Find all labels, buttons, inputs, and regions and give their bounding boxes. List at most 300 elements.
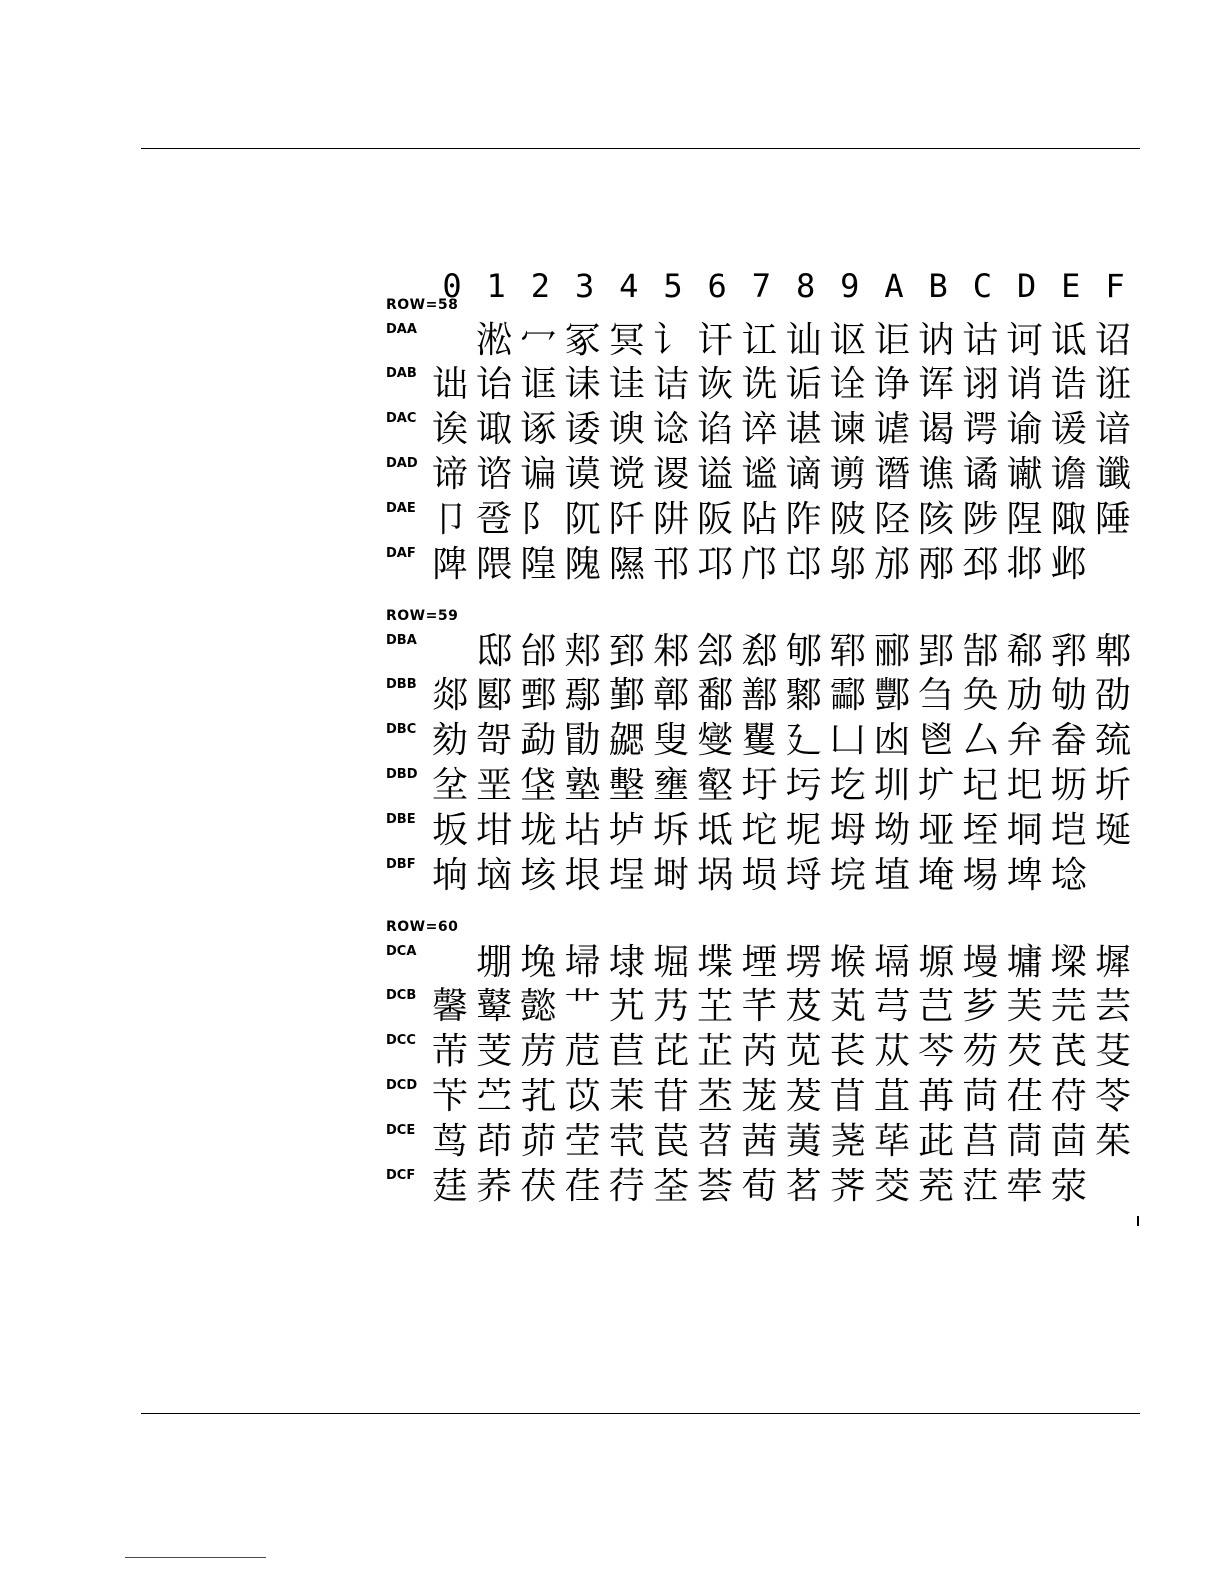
glyph-cell: 邛: [697, 544, 734, 585]
glyph-cell: 谠: [608, 454, 645, 495]
glyph-cell: 隗: [564, 544, 601, 585]
glyph-cell: 苋: [785, 1031, 822, 1072]
glyph-cell: 劢: [1006, 675, 1043, 716]
glyph-cell: 坻: [697, 810, 734, 851]
glyph-cell: 酃: [829, 675, 866, 716]
code-row: [386, 854, 1146, 898]
glyph-cell: 畚: [1050, 720, 1087, 761]
row-code: DBB: [386, 677, 417, 692]
glyph-cell: 茑: [431, 1121, 468, 1162]
glyph-cell: 冥: [608, 320, 645, 361]
glyph-cell: 讵: [873, 320, 910, 361]
glyph-cell: 陬: [1050, 499, 1087, 540]
column-header-label: 9: [840, 267, 860, 305]
glyph-cell: 冢: [564, 320, 601, 361]
glyph-cell: 诤: [873, 364, 910, 405]
glyph-cell: 芊: [741, 986, 778, 1027]
glyph-cell: 坂: [431, 810, 468, 851]
glyph-cell: 芪: [1050, 1031, 1087, 1072]
glyph-cell: 郐: [697, 631, 734, 672]
glyph-cell: 堠: [829, 942, 866, 983]
column-header: [430, 266, 1140, 306]
glyph-cell: 苴: [873, 1076, 910, 1117]
glyph-cell: 荏: [564, 1166, 601, 1207]
code-row: [386, 363, 1146, 407]
glyph-cell: 堙: [741, 942, 778, 983]
glyph-cell: 冖: [520, 320, 557, 361]
glyph-cell: 埒: [785, 855, 822, 896]
glyph-cell: 诶: [431, 409, 468, 450]
glyph-cell: 坭: [785, 810, 822, 851]
glyph-cell: 垤: [962, 810, 999, 851]
glyph-cell: 垓: [520, 855, 557, 896]
glyph-cell: 诔: [564, 364, 601, 405]
glyph-cell: 鬯: [918, 720, 955, 761]
glyph-cell: 阝: [520, 499, 557, 540]
glyph-cell: 圪: [829, 765, 866, 806]
code-row: [386, 764, 1146, 808]
header-rule: [141, 148, 1140, 149]
glyph-cell: 诃: [1006, 320, 1043, 361]
glyph-cell: 谕: [1006, 409, 1043, 450]
glyph-cell: 坨: [741, 810, 778, 851]
glyph-cell: 诙: [697, 364, 734, 405]
margin-tick: [1137, 1216, 1139, 1226]
glyph-cell: 埘: [652, 855, 689, 896]
code-row: [386, 809, 1146, 853]
glyph-cell: 鄄: [520, 675, 557, 716]
row-code: DBC: [386, 722, 417, 737]
glyph-cell: 诏: [1094, 320, 1131, 361]
glyph-cell: 芟: [1094, 1031, 1131, 1072]
glyph-cell: 坳: [873, 810, 910, 851]
glyph-cell: 垡: [520, 765, 557, 806]
glyph-cell: 茯: [520, 1166, 557, 1207]
glyph-cell: 邬: [829, 544, 866, 585]
row-code: DAF: [386, 546, 416, 561]
glyph-cell: 芗: [962, 986, 999, 1027]
code-row: [386, 319, 1146, 363]
glyph-cell: 诜: [741, 364, 778, 405]
glyph-cell: 谥: [697, 454, 734, 495]
glyph-cell: 劬: [1050, 675, 1087, 716]
glyph-cell: 诘: [652, 364, 689, 405]
glyph-cell: 茕: [608, 1121, 645, 1162]
column-header-label: C: [972, 267, 993, 305]
glyph-cell: 芫: [1050, 986, 1087, 1027]
glyph-cell: 埕: [608, 855, 645, 896]
glyph-cell: 勐: [520, 720, 557, 761]
glyph-cell: 隰: [608, 544, 645, 585]
glyph-cell: 茳: [962, 1166, 999, 1207]
glyph-cell: 邶: [1006, 544, 1043, 585]
code-row: [386, 1165, 1146, 1209]
column-header-label: 2: [530, 267, 551, 305]
glyph-cell: 堞: [697, 942, 734, 983]
glyph-cell: 邴: [918, 544, 955, 585]
glyph-cell: 艹: [564, 986, 601, 1027]
glyph-cell: 谙: [1094, 409, 1131, 450]
glyph-cell: 埙: [741, 855, 778, 896]
glyph-cell: 苄: [431, 1076, 468, 1117]
glyph-cell: 谑: [873, 409, 910, 450]
glyph-cell: 劭: [1094, 675, 1131, 716]
glyph-cell: 茴: [1050, 1121, 1087, 1162]
glyph-cell: 圳: [873, 765, 910, 806]
glyph-cell: 诨: [918, 364, 955, 405]
row-code: DBD: [386, 767, 418, 782]
row-code: DCE: [386, 1123, 416, 1138]
glyph-cell: 荑: [785, 1121, 822, 1162]
glyph-cell: 芙: [1006, 986, 1043, 1027]
glyph-cell: 陟: [962, 499, 999, 540]
glyph-cell: 郦: [873, 631, 910, 672]
glyph-cell: 邗: [652, 544, 689, 585]
glyph-cell: 茆: [520, 1121, 557, 1162]
glyph-cell: 诿: [564, 409, 601, 450]
glyph-cell: 郅: [608, 631, 645, 672]
row-code: DCD: [386, 1078, 418, 1093]
glyph-cell: 勖: [564, 720, 601, 761]
row-block-title: ROW=58: [386, 297, 459, 313]
glyph-cell: 芄: [829, 986, 866, 1027]
glyph-cell: 埴: [873, 855, 910, 896]
glyph-cell: 垩: [476, 765, 513, 806]
glyph-cell: 芘: [652, 1031, 689, 1072]
glyph-cell: 隍: [520, 544, 557, 585]
column-header-label: A: [884, 267, 904, 305]
glyph-cell: 鄯: [741, 675, 778, 716]
glyph-cell: 奂: [962, 675, 999, 716]
column-header-label: F: [1105, 267, 1125, 305]
glyph-cell: 坫: [564, 810, 601, 851]
glyph-cell: 荞: [476, 1166, 513, 1207]
glyph-cell: 劾: [431, 720, 468, 761]
glyph-cell: 苣: [608, 1031, 645, 1072]
glyph-cell: 苕: [697, 1121, 734, 1162]
glyph-cell: 荛: [829, 1121, 866, 1162]
glyph-cell: 谳: [1006, 454, 1043, 495]
glyph-cell: 谒: [918, 409, 955, 450]
glyph-cell: 诰: [1050, 364, 1087, 405]
glyph-cell: 郓: [829, 631, 866, 672]
column-header-label: 4: [619, 267, 639, 305]
footnote-rule: [125, 1557, 266, 1558]
glyph-cell: 埭: [608, 942, 645, 983]
glyph-cell: 墉: [1006, 942, 1043, 983]
glyph-cell: 芩: [918, 1031, 955, 1072]
glyph-cell: 茗: [785, 1166, 822, 1207]
glyph-cell: 茭: [873, 1166, 910, 1207]
glyph-cell: 垅: [520, 810, 557, 851]
glyph-cell: 苎: [476, 1076, 513, 1117]
glyph-cell: 莛: [431, 1166, 468, 1207]
glyph-cell: 垌: [1006, 810, 1043, 851]
glyph-cell: 茔: [564, 1121, 601, 1162]
code-row: [386, 1075, 1146, 1119]
glyph-cell: 谲: [962, 454, 999, 495]
glyph-cell: 邳: [962, 544, 999, 585]
glyph-cell: 谛: [431, 454, 468, 495]
row-code: DBE: [386, 812, 416, 827]
glyph-cell: 巯: [1094, 720, 1131, 761]
glyph-cell: 芨: [785, 986, 822, 1027]
glyph-cell: 谘: [476, 454, 513, 495]
glyph-cell: 陲: [1094, 499, 1131, 540]
code-row: [386, 674, 1146, 718]
glyph-cell: 谟: [564, 454, 601, 495]
row-code: DCC: [386, 1033, 416, 1048]
glyph-cell: 苡: [564, 1076, 601, 1117]
glyph-cell: 荥: [1050, 1166, 1087, 1207]
glyph-cell: 埤: [1006, 855, 1043, 896]
glyph-cell: 阱: [652, 499, 689, 540]
glyph-cell: 讦: [697, 320, 734, 361]
glyph-cell: 诖: [608, 364, 645, 405]
glyph-cell: 坌: [431, 765, 468, 806]
glyph-cell: 谡: [652, 454, 689, 495]
glyph-cell: 郾: [476, 675, 513, 716]
glyph-cell: 茈: [918, 1121, 955, 1162]
glyph-cell: 诒: [476, 364, 513, 405]
glyph-cell: 鄣: [652, 675, 689, 716]
glyph-cell: 垸: [829, 855, 866, 896]
column-header-label: 1: [486, 267, 506, 305]
glyph-cell: 馨: [431, 986, 468, 1027]
glyph-cell: 埏: [1094, 810, 1131, 851]
glyph-cell: 芮: [741, 1031, 778, 1072]
glyph-cell: 荦: [1006, 1166, 1043, 1207]
glyph-cell: 墁: [962, 942, 999, 983]
glyph-cell: 邸: [476, 631, 513, 672]
glyph-cell: 邡: [873, 544, 910, 585]
glyph-cell: 陉: [873, 499, 910, 540]
glyph-cell: 茉: [608, 1076, 645, 1117]
glyph-cell: 懿: [520, 986, 557, 1027]
glyph-cell: 艿: [652, 986, 689, 1027]
glyph-cell: 诩: [962, 364, 999, 405]
glyph-cell: 谪: [785, 454, 822, 495]
glyph-cell: 陂: [829, 499, 866, 540]
row-code: DBA: [386, 633, 417, 648]
glyph-cell: 塄: [785, 942, 822, 983]
glyph-cell: 塾: [564, 765, 601, 806]
glyph-cell: 圮: [962, 765, 999, 806]
glyph-cell: 荠: [829, 1166, 866, 1207]
glyph-cell: 邰: [520, 631, 557, 672]
glyph-cell: 讴: [829, 320, 866, 361]
glyph-cell: 凵: [829, 720, 866, 761]
glyph-cell: 埚: [697, 855, 734, 896]
glyph-cell: 淞: [476, 320, 513, 361]
glyph-cell: 苷: [652, 1076, 689, 1117]
row-code: DAE: [386, 501, 416, 516]
glyph-cell: 荀: [741, 1166, 778, 1207]
glyph-cell: 诠: [829, 364, 866, 405]
column-header-label: E: [1061, 267, 1081, 305]
footer-rule: [141, 1413, 1140, 1414]
glyph-cell: 圯: [1006, 765, 1043, 806]
glyph-cell: 茏: [741, 1076, 778, 1117]
glyph-cell: 阼: [785, 499, 822, 540]
glyph-cell: 垧: [431, 855, 468, 896]
glyph-cell: 埽: [564, 942, 601, 983]
glyph-cell: 谂: [652, 409, 689, 450]
glyph-cell: 苒: [918, 1076, 955, 1117]
column-header-label: 5: [663, 267, 683, 305]
glyph-cell: 埯: [918, 855, 955, 896]
glyph-cell: 谝: [520, 454, 557, 495]
code-row: [386, 408, 1146, 452]
glyph-cell: 苊: [564, 1031, 601, 1072]
glyph-cell: 厶: [962, 720, 999, 761]
glyph-cell: 阽: [741, 499, 778, 540]
glyph-cell: 郛: [1050, 631, 1087, 672]
glyph-cell: 苁: [873, 1031, 910, 1072]
glyph-cell: 茚: [476, 1121, 513, 1162]
glyph-cell: 邙: [785, 544, 822, 585]
glyph-cell: 谯: [918, 454, 955, 495]
row-block-title: ROW=60: [386, 919, 459, 935]
glyph-cell: 圩: [741, 765, 778, 806]
glyph-cell: 芷: [697, 1031, 734, 1072]
code-row: [386, 498, 1146, 542]
row-code: DAB: [386, 366, 417, 381]
glyph-cell: 阪: [697, 499, 734, 540]
glyph-cell: 芾: [431, 1031, 468, 1072]
glyph-cell: 郇: [785, 631, 822, 672]
code-row: [386, 985, 1146, 1029]
glyph-cell: 诎: [431, 364, 468, 405]
glyph-cell: 谫: [829, 454, 866, 495]
glyph-cell: 壑: [697, 765, 734, 806]
glyph-cell: 芴: [962, 1031, 999, 1072]
row-code: DCF: [386, 1168, 416, 1183]
glyph-cell: 荟: [697, 1166, 734, 1207]
glyph-cell: 圹: [918, 765, 955, 806]
glyph-cell: 叟: [652, 720, 689, 761]
column-header-label: D: [1016, 267, 1037, 305]
glyph-cell: 堍: [520, 942, 557, 983]
glyph-cell: 芏: [697, 986, 734, 1027]
glyph-cell: 陴: [431, 544, 468, 585]
column-header-label: 3: [574, 267, 595, 305]
glyph-cell: 荃: [652, 1166, 689, 1207]
glyph-cell: 谔: [962, 409, 999, 450]
glyph-cell: 郢: [918, 631, 955, 672]
glyph-cell: 诂: [962, 320, 999, 361]
code-row: [386, 630, 1146, 674]
glyph-cell: 郏: [564, 631, 601, 672]
glyph-cell: 陧: [1006, 499, 1043, 540]
glyph-cell: 垠: [564, 855, 601, 896]
glyph-cell: 垲: [1050, 810, 1087, 851]
row-code: DCA: [386, 944, 417, 959]
glyph-cell: 诋: [1050, 320, 1087, 361]
glyph-cell: 坜: [1050, 765, 1087, 806]
glyph-cell: 艽: [608, 986, 645, 1027]
glyph-cell: 茺: [918, 1166, 955, 1207]
glyph-cell: 诓: [520, 364, 557, 405]
glyph-cell: 坶: [829, 810, 866, 851]
glyph-cell: 讠: [652, 320, 689, 361]
glyph-cell: 谖: [1050, 409, 1087, 450]
glyph-cell: 莒: [962, 1121, 999, 1162]
glyph-cell: 诮: [1006, 364, 1043, 405]
glyph-cell: 芑: [918, 986, 955, 1027]
glyph-cell: 廴: [785, 720, 822, 761]
glyph-cell: 埸: [962, 855, 999, 896]
glyph-cell: 壅: [652, 765, 689, 806]
glyph-cell: 隈: [476, 544, 513, 585]
glyph-cell: 坩: [476, 810, 513, 851]
glyph-cell: 阢: [564, 499, 601, 540]
glyph-cell: 刍: [918, 675, 955, 716]
glyph-cell: 垭: [918, 810, 955, 851]
glyph-cell: 邾: [652, 631, 689, 672]
row-code: DCB: [386, 988, 417, 1003]
glyph-cell: 诼: [520, 409, 557, 450]
glyph-cell: 阡: [608, 499, 645, 540]
glyph-cell: 郫: [1094, 631, 1131, 672]
code-row: [386, 1120, 1146, 1164]
glyph-cell: 茱: [1094, 1121, 1131, 1162]
glyph-cell: 卺: [476, 499, 513, 540]
glyph-cell: 鄞: [608, 675, 645, 716]
glyph-cell: 荜: [873, 1121, 910, 1162]
code-row: [386, 941, 1146, 985]
glyph-cell: 郜: [962, 631, 999, 672]
glyph-cell: 芰: [476, 1031, 513, 1072]
glyph-cell: 郄: [741, 631, 778, 672]
row-block-title: ROW=59: [386, 608, 459, 624]
column-header-label: 0: [442, 267, 462, 305]
glyph-cell: 芎: [873, 986, 910, 1027]
glyph-cell: 墼: [608, 765, 645, 806]
glyph-cell: 茌: [1006, 1076, 1043, 1117]
glyph-cell: 茜: [741, 1121, 778, 1162]
glyph-cell: 鄢: [564, 675, 601, 716]
glyph-cell: 塬: [918, 942, 955, 983]
glyph-cell: 苜: [829, 1076, 866, 1117]
glyph-cell: 荇: [608, 1166, 645, 1207]
glyph-cell: 谄: [697, 409, 734, 450]
glyph-cell: 鄱: [697, 675, 734, 716]
row-code: DBF: [386, 857, 416, 872]
glyph-cell: 苘: [962, 1076, 999, 1117]
glyph-cell: 谶: [1094, 454, 1131, 495]
glyph-cell: 郯: [431, 675, 468, 716]
glyph-cell: 邺: [1050, 544, 1087, 585]
glyph-cell: 陔: [918, 499, 955, 540]
glyph-cell: 谇: [741, 409, 778, 450]
row-code: DAA: [386, 322, 417, 337]
glyph-cell: 苓: [1094, 1076, 1131, 1117]
code-row: [386, 1030, 1146, 1074]
glyph-cell: 酆: [873, 675, 910, 716]
glyph-cell: 燮: [697, 720, 734, 761]
glyph-cell: 苌: [829, 1031, 866, 1072]
glyph-cell: 坼: [652, 810, 689, 851]
glyph-cell: 谌: [785, 409, 822, 450]
glyph-cell: 弁: [1006, 720, 1043, 761]
glyph-cell: 堀: [652, 942, 689, 983]
glyph-cell: 墚: [1050, 942, 1087, 983]
glyph-cell: 垆: [608, 810, 645, 851]
column-header-label: 8: [795, 267, 816, 305]
glyph-cell: 郗: [1006, 631, 1043, 672]
glyph-cell: 塥: [873, 942, 910, 983]
